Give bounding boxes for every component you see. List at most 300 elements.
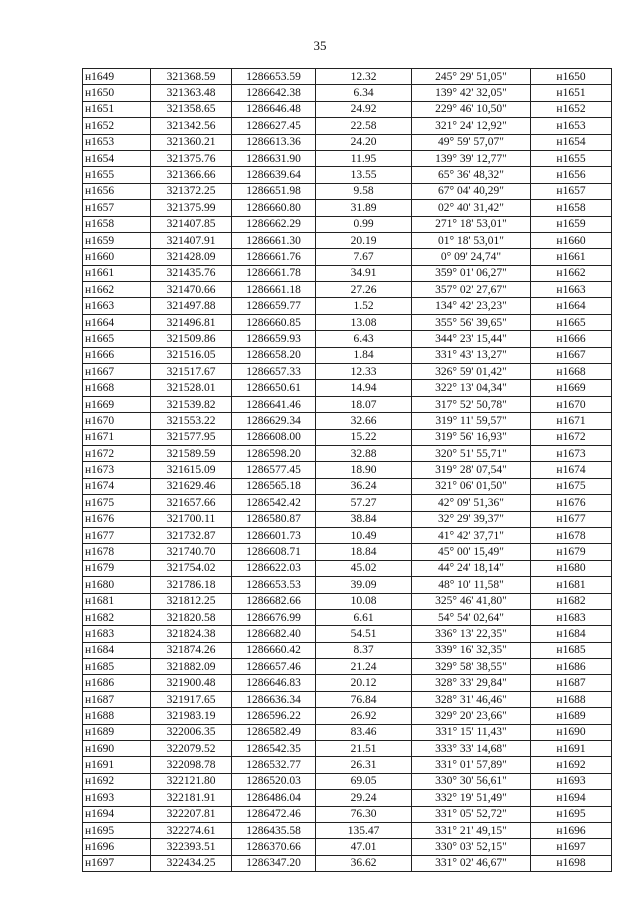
y-coordinate-cell: 1286596.22 <box>232 708 316 724</box>
y-coordinate-cell: 1286608.71 <box>232 544 316 560</box>
point-from-cell: н1663 <box>83 298 151 314</box>
x-coordinate-cell: 322006.35 <box>151 724 232 740</box>
bearing-cell: 319° 28' 07,54" <box>412 462 531 478</box>
bearing-cell: 331° 15' 11,43" <box>412 724 531 740</box>
distance-cell: 135.47 <box>316 822 412 838</box>
point-to-cell: н1698 <box>531 855 612 871</box>
table-row <box>83 413 612 429</box>
point-from-cell: н1691 <box>83 757 151 773</box>
coordinates-table <box>82 68 612 872</box>
point-from-cell: н1653 <box>83 134 151 150</box>
point-to-cell: н1672 <box>531 429 612 445</box>
bearing-cell: 54° 54' 02,64" <box>412 609 531 625</box>
y-coordinate-cell: 1286682.40 <box>232 626 316 642</box>
bearing-cell: 32° 29' 39,37" <box>412 511 531 527</box>
page-number: 35 <box>313 38 327 53</box>
y-coordinate-cell: 1286657.33 <box>232 364 316 380</box>
y-coordinate-cell: 1286661.30 <box>232 232 316 248</box>
point-to-cell: н1671 <box>531 413 612 429</box>
x-coordinate-cell: 322207.81 <box>151 806 232 822</box>
point-from-cell: н1664 <box>83 314 151 330</box>
point-from-cell: н1651 <box>83 101 151 117</box>
x-coordinate-cell: 321874.26 <box>151 642 232 658</box>
point-from-cell: н1656 <box>83 183 151 199</box>
point-to-cell: н1667 <box>531 347 612 363</box>
distance-cell: 18.07 <box>316 396 412 412</box>
bearing-cell: 325° 46' 41,80" <box>412 593 531 609</box>
bearing-cell: 49° 59' 57,07" <box>412 134 531 150</box>
distance-cell: 69.05 <box>316 773 412 789</box>
table-row <box>83 724 612 740</box>
table-row <box>83 167 612 183</box>
distance-cell: 18.84 <box>316 544 412 560</box>
table-row <box>83 249 612 265</box>
x-coordinate-cell: 321428.09 <box>151 249 232 265</box>
x-coordinate-cell: 321375.99 <box>151 200 232 216</box>
point-from-cell: н1677 <box>83 527 151 543</box>
x-coordinate-cell: 321372.25 <box>151 183 232 199</box>
point-from-cell: н1680 <box>83 577 151 593</box>
point-from-cell: н1665 <box>83 331 151 347</box>
point-from-cell: н1650 <box>83 85 151 101</box>
x-coordinate-cell: 321589.59 <box>151 445 232 461</box>
table-row <box>83 85 612 101</box>
y-coordinate-cell: 1286646.48 <box>232 101 316 117</box>
table-row <box>83 282 612 298</box>
table-row <box>83 675 612 691</box>
y-coordinate-cell: 1286472.46 <box>232 806 316 822</box>
point-to-cell: н1666 <box>531 331 612 347</box>
table-row <box>83 150 612 166</box>
table-row <box>83 822 612 838</box>
point-to-cell: н1695 <box>531 806 612 822</box>
distance-cell: 9.58 <box>316 183 412 199</box>
point-from-cell: н1694 <box>83 806 151 822</box>
distance-cell: 10.08 <box>316 593 412 609</box>
y-coordinate-cell: 1286661.18 <box>232 282 316 298</box>
bearing-cell: 331° 01' 57,89" <box>412 757 531 773</box>
y-coordinate-cell: 1286636.34 <box>232 691 316 707</box>
distance-cell: 45.02 <box>316 560 412 576</box>
distance-cell: 24.20 <box>316 134 412 150</box>
bearing-cell: 321° 06' 01,50" <box>412 478 531 494</box>
distance-cell: 32.66 <box>316 413 412 429</box>
bearing-cell: 320° 51' 55,71" <box>412 445 531 461</box>
distance-cell: 1.52 <box>316 298 412 314</box>
distance-cell: 20.19 <box>316 232 412 248</box>
point-to-cell: н1655 <box>531 150 612 166</box>
point-to-cell: н1686 <box>531 659 612 675</box>
point-from-cell: н1649 <box>83 69 151 85</box>
table-row <box>83 757 612 773</box>
x-coordinate-cell: 321657.66 <box>151 495 232 511</box>
y-coordinate-cell: 1286542.42 <box>232 495 316 511</box>
table-row <box>83 347 612 363</box>
table-row <box>83 429 612 445</box>
y-coordinate-cell: 1286653.59 <box>232 69 316 85</box>
bearing-cell: 357° 02' 27,67" <box>412 282 531 298</box>
y-coordinate-cell: 1286660.80 <box>232 200 316 216</box>
y-coordinate-cell: 1286676.99 <box>232 609 316 625</box>
table-row <box>83 462 612 478</box>
point-from-cell: н1693 <box>83 790 151 806</box>
table-row <box>83 659 612 675</box>
x-coordinate-cell: 321528.01 <box>151 380 232 396</box>
point-from-cell: н1668 <box>83 380 151 396</box>
point-from-cell: н1652 <box>83 118 151 134</box>
distance-cell: 12.32 <box>316 69 412 85</box>
x-coordinate-cell: 321497.88 <box>151 298 232 314</box>
table-row <box>83 773 612 789</box>
x-coordinate-cell: 321732.87 <box>151 527 232 543</box>
distance-cell: 27.26 <box>316 282 412 298</box>
x-coordinate-cell: 321700.11 <box>151 511 232 527</box>
distance-cell: 26.31 <box>316 757 412 773</box>
bearing-cell: 271° 18' 53,01" <box>412 216 531 232</box>
x-coordinate-cell: 321577.95 <box>151 429 232 445</box>
x-coordinate-cell: 321375.76 <box>151 150 232 166</box>
point-from-cell: н1666 <box>83 347 151 363</box>
x-coordinate-cell: 322393.51 <box>151 839 232 855</box>
point-to-cell: н1654 <box>531 134 612 150</box>
table-row <box>83 855 612 871</box>
y-coordinate-cell: 1286520.03 <box>232 773 316 789</box>
point-to-cell: н1665 <box>531 314 612 330</box>
point-from-cell: н1671 <box>83 429 151 445</box>
y-coordinate-cell: 1286532.77 <box>232 757 316 773</box>
point-to-cell: н1653 <box>531 118 612 134</box>
y-coordinate-cell: 1286631.90 <box>232 150 316 166</box>
point-to-cell: н1664 <box>531 298 612 314</box>
distance-cell: 24.92 <box>316 101 412 117</box>
point-from-cell: н1674 <box>83 478 151 494</box>
point-to-cell: н1688 <box>531 691 612 707</box>
distance-cell: 1.84 <box>316 347 412 363</box>
y-coordinate-cell: 1286659.77 <box>232 298 316 314</box>
point-from-cell: н1667 <box>83 364 151 380</box>
x-coordinate-cell: 321553.22 <box>151 413 232 429</box>
table-row <box>83 691 612 707</box>
point-to-cell: н1673 <box>531 445 612 461</box>
x-coordinate-cell: 321516.05 <box>151 347 232 363</box>
bearing-cell: 329° 20' 23,66" <box>412 708 531 724</box>
x-coordinate-cell: 321900.48 <box>151 675 232 691</box>
bearing-cell: 355° 56' 39,65" <box>412 314 531 330</box>
table-row <box>83 609 612 625</box>
x-coordinate-cell: 321820.58 <box>151 609 232 625</box>
point-to-cell: н1690 <box>531 724 612 740</box>
bearing-cell: 328° 31' 46,46" <box>412 691 531 707</box>
x-coordinate-cell: 321470.66 <box>151 282 232 298</box>
y-coordinate-cell: 1286661.78 <box>232 265 316 281</box>
table-row <box>83 200 612 216</box>
x-coordinate-cell: 321496.81 <box>151 314 232 330</box>
distance-cell: 6.61 <box>316 609 412 625</box>
table-row <box>83 527 612 543</box>
point-to-cell: н1681 <box>531 577 612 593</box>
bearing-cell: 332° 19' 51,49" <box>412 790 531 806</box>
x-coordinate-cell: 321754.02 <box>151 560 232 576</box>
bearing-cell: 359° 01' 06,27" <box>412 265 531 281</box>
x-coordinate-cell: 321407.85 <box>151 216 232 232</box>
distance-cell: 36.24 <box>316 478 412 494</box>
point-to-cell: н1669 <box>531 380 612 396</box>
bearing-cell: 319° 56' 16,93" <box>412 429 531 445</box>
distance-cell: 29.24 <box>316 790 412 806</box>
y-coordinate-cell: 1286613.36 <box>232 134 316 150</box>
point-from-cell: н1670 <box>83 413 151 429</box>
distance-cell: 12.33 <box>316 364 412 380</box>
distance-cell: 0.99 <box>316 216 412 232</box>
y-coordinate-cell: 1286601.73 <box>232 527 316 543</box>
point-from-cell: н1658 <box>83 216 151 232</box>
point-to-cell: н1658 <box>531 200 612 216</box>
table-row <box>83 396 612 412</box>
point-from-cell: н1686 <box>83 675 151 691</box>
point-to-cell: н1694 <box>531 790 612 806</box>
point-to-cell: н1675 <box>531 478 612 494</box>
point-to-cell: н1696 <box>531 822 612 838</box>
x-coordinate-cell: 322079.52 <box>151 741 232 757</box>
bearing-cell: 333° 33' 14,68" <box>412 741 531 757</box>
point-from-cell: н1672 <box>83 445 151 461</box>
y-coordinate-cell: 1286608.00 <box>232 429 316 445</box>
distance-cell: 20.12 <box>316 675 412 691</box>
distance-cell: 22.58 <box>316 118 412 134</box>
x-coordinate-cell: 321366.66 <box>151 167 232 183</box>
y-coordinate-cell: 1286598.20 <box>232 445 316 461</box>
distance-cell: 11.95 <box>316 150 412 166</box>
table-row <box>83 101 612 117</box>
y-coordinate-cell: 1286653.53 <box>232 577 316 593</box>
point-from-cell: н1676 <box>83 511 151 527</box>
y-coordinate-cell: 1286542.35 <box>232 741 316 757</box>
x-coordinate-cell: 321435.76 <box>151 265 232 281</box>
distance-cell: 83.46 <box>316 724 412 740</box>
y-coordinate-cell: 1286435.58 <box>232 822 316 838</box>
table-row <box>83 839 612 855</box>
table-row <box>83 790 612 806</box>
point-from-cell: н1687 <box>83 691 151 707</box>
x-coordinate-cell: 321509.86 <box>151 331 232 347</box>
point-to-cell: н1651 <box>531 85 612 101</box>
x-coordinate-cell: 321363.48 <box>151 85 232 101</box>
point-to-cell: н1652 <box>531 101 612 117</box>
point-from-cell: н1684 <box>83 642 151 658</box>
table-row <box>83 593 612 609</box>
point-to-cell: н1662 <box>531 265 612 281</box>
y-coordinate-cell: 1286657.46 <box>232 659 316 675</box>
bearing-cell: 134° 42' 23,23" <box>412 298 531 314</box>
bearing-cell: 139° 42' 32,05" <box>412 85 531 101</box>
bearing-cell: 329° 58' 38,55" <box>412 659 531 675</box>
y-coordinate-cell: 1286651.98 <box>232 183 316 199</box>
bearing-cell: 336° 13' 22,35" <box>412 626 531 642</box>
y-coordinate-cell: 1286486.04 <box>232 790 316 806</box>
point-to-cell: н1670 <box>531 396 612 412</box>
bearing-cell: 328° 33' 29,84" <box>412 675 531 691</box>
x-coordinate-cell: 321740.70 <box>151 544 232 560</box>
distance-cell: 15.22 <box>316 429 412 445</box>
y-coordinate-cell: 1286577.45 <box>232 462 316 478</box>
distance-cell: 32.88 <box>316 445 412 461</box>
bearing-cell: 344° 23' 15,44" <box>412 331 531 347</box>
x-coordinate-cell: 322121.80 <box>151 773 232 789</box>
bearing-cell: 321° 24' 12,92" <box>412 118 531 134</box>
y-coordinate-cell: 1286629.34 <box>232 413 316 429</box>
point-to-cell: н1697 <box>531 839 612 855</box>
distance-cell: 26.92 <box>316 708 412 724</box>
y-coordinate-cell: 1286642.38 <box>232 85 316 101</box>
x-coordinate-cell: 321786.18 <box>151 577 232 593</box>
bearing-cell: 229° 46' 10,50" <box>412 101 531 117</box>
point-from-cell: н1685 <box>83 659 151 675</box>
y-coordinate-cell: 1286565.18 <box>232 478 316 494</box>
x-coordinate-cell: 321360.21 <box>151 134 232 150</box>
x-coordinate-cell: 321539.82 <box>151 396 232 412</box>
bearing-cell: 48° 10' 11,58" <box>412 577 531 593</box>
bearing-cell: 41° 42' 37,71" <box>412 527 531 543</box>
point-from-cell: н1660 <box>83 249 151 265</box>
point-to-cell: н1692 <box>531 757 612 773</box>
y-coordinate-cell: 1286347.20 <box>232 855 316 871</box>
y-coordinate-cell: 1286370.66 <box>232 839 316 855</box>
x-coordinate-cell: 321882.09 <box>151 659 232 675</box>
x-coordinate-cell: 322434.25 <box>151 855 232 871</box>
x-coordinate-cell: 321517.67 <box>151 364 232 380</box>
point-to-cell: н1674 <box>531 462 612 478</box>
point-to-cell: н1676 <box>531 495 612 511</box>
x-coordinate-cell: 321824.38 <box>151 626 232 642</box>
y-coordinate-cell: 1286659.93 <box>232 331 316 347</box>
distance-cell: 21.24 <box>316 659 412 675</box>
table-row <box>83 577 612 593</box>
table-row <box>83 626 612 642</box>
point-from-cell: н1662 <box>83 282 151 298</box>
y-coordinate-cell: 1286660.42 <box>232 642 316 658</box>
bearing-cell: 331° 43' 13,27" <box>412 347 531 363</box>
table-row <box>83 642 612 658</box>
bearing-cell: 65° 36' 48,32" <box>412 167 531 183</box>
point-to-cell: н1668 <box>531 364 612 380</box>
point-from-cell: н1688 <box>83 708 151 724</box>
x-coordinate-cell: 321615.09 <box>151 462 232 478</box>
bearing-cell: 67° 04' 40,29" <box>412 183 531 199</box>
table-row <box>83 134 612 150</box>
y-coordinate-cell: 1286661.76 <box>232 249 316 265</box>
bearing-cell: 02° 40' 31,42" <box>412 200 531 216</box>
point-to-cell: н1657 <box>531 183 612 199</box>
distance-cell: 76.84 <box>316 691 412 707</box>
point-to-cell: н1656 <box>531 167 612 183</box>
point-to-cell: н1682 <box>531 593 612 609</box>
table-row <box>83 265 612 281</box>
point-to-cell: н1661 <box>531 249 612 265</box>
y-coordinate-cell: 1286641.46 <box>232 396 316 412</box>
distance-cell: 76.30 <box>316 806 412 822</box>
point-to-cell: н1685 <box>531 642 612 658</box>
coordinates-table-body <box>83 69 612 872</box>
y-coordinate-cell: 1286662.29 <box>232 216 316 232</box>
distance-cell: 13.55 <box>316 167 412 183</box>
point-from-cell: н1683 <box>83 626 151 642</box>
x-coordinate-cell: 321368.59 <box>151 69 232 85</box>
bearing-cell: 01° 18' 53,01" <box>412 232 531 248</box>
table-row <box>83 806 612 822</box>
distance-cell: 13.08 <box>316 314 412 330</box>
bearing-cell: 45° 00' 15,49" <box>412 544 531 560</box>
table-row <box>83 445 612 461</box>
distance-cell: 7.67 <box>316 249 412 265</box>
bearing-cell: 44° 24' 18,14" <box>412 560 531 576</box>
distance-cell: 14.94 <box>316 380 412 396</box>
point-to-cell: н1689 <box>531 708 612 724</box>
point-to-cell: н1683 <box>531 609 612 625</box>
point-to-cell: н1684 <box>531 626 612 642</box>
distance-cell: 57.27 <box>316 495 412 511</box>
table-row <box>83 69 612 85</box>
point-from-cell: н1689 <box>83 724 151 740</box>
table-row <box>83 560 612 576</box>
x-coordinate-cell: 321358.65 <box>151 101 232 117</box>
point-to-cell: н1663 <box>531 282 612 298</box>
table-row <box>83 118 612 134</box>
point-to-cell: н1687 <box>531 675 612 691</box>
table-row <box>83 380 612 396</box>
table-row <box>83 544 612 560</box>
table-row <box>83 232 612 248</box>
y-coordinate-cell: 1286650.61 <box>232 380 316 396</box>
table-row <box>83 511 612 527</box>
table-row <box>83 331 612 347</box>
point-from-cell: н1675 <box>83 495 151 511</box>
bearing-cell: 326° 59' 01,42" <box>412 364 531 380</box>
y-coordinate-cell: 1286639.64 <box>232 167 316 183</box>
point-to-cell: н1693 <box>531 773 612 789</box>
bearing-cell: 331° 05' 52,72" <box>412 806 531 822</box>
distance-cell: 21.51 <box>316 741 412 757</box>
distance-cell: 10.49 <box>316 527 412 543</box>
y-coordinate-cell: 1286582.49 <box>232 724 316 740</box>
distance-cell: 6.34 <box>316 85 412 101</box>
distance-cell: 8.37 <box>316 642 412 658</box>
x-coordinate-cell: 322181.91 <box>151 790 232 806</box>
point-from-cell: н1654 <box>83 150 151 166</box>
point-to-cell: н1660 <box>531 232 612 248</box>
x-coordinate-cell: 321917.65 <box>151 691 232 707</box>
table-row <box>83 495 612 511</box>
x-coordinate-cell: 321407.91 <box>151 232 232 248</box>
point-to-cell: н1679 <box>531 544 612 560</box>
point-from-cell: н1692 <box>83 773 151 789</box>
point-from-cell: н1695 <box>83 822 151 838</box>
point-from-cell: н1697 <box>83 855 151 871</box>
bearing-cell: 322° 13' 04,34" <box>412 380 531 396</box>
point-to-cell: н1677 <box>531 511 612 527</box>
distance-cell: 47.01 <box>316 839 412 855</box>
y-coordinate-cell: 1286622.03 <box>232 560 316 576</box>
point-to-cell: н1691 <box>531 741 612 757</box>
bearing-cell: 317° 52' 50,78" <box>412 396 531 412</box>
x-coordinate-cell: 321812.25 <box>151 593 232 609</box>
bearing-cell: 0° 09' 24,74" <box>412 249 531 265</box>
distance-cell: 36.62 <box>316 855 412 871</box>
point-to-cell: н1678 <box>531 527 612 543</box>
table-row <box>83 216 612 232</box>
point-from-cell: н1673 <box>83 462 151 478</box>
bearing-cell: 331° 21' 49,15" <box>412 822 531 838</box>
point-from-cell: н1659 <box>83 232 151 248</box>
